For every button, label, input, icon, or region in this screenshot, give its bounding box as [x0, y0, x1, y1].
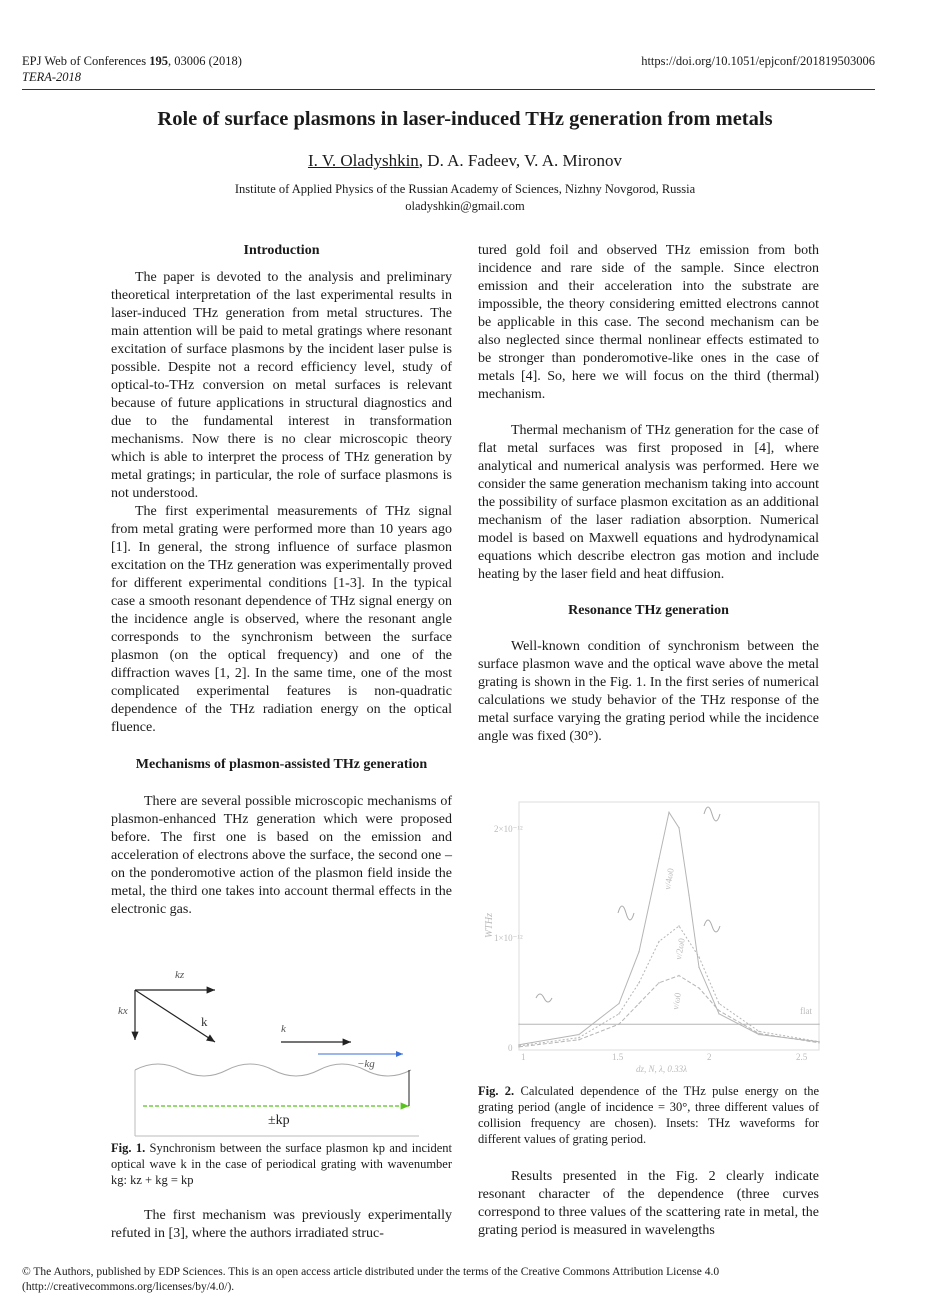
data-point — [658, 858, 660, 860]
figure-1-diagram — [113, 962, 451, 1137]
y-tick-label: 2×10⁻¹² — [494, 824, 523, 834]
x-tick-label: 1.5 — [612, 1052, 624, 1062]
data-point — [578, 1034, 580, 1036]
header-divider — [22, 89, 875, 90]
series-line-2 — [519, 926, 819, 1046]
section-heading-resonance: Resonance THz generation — [568, 603, 729, 618]
flat-label: flat — [800, 1006, 812, 1016]
affiliation-block — [0, 181, 930, 215]
series-line-3 — [519, 976, 819, 1047]
license-url[interactable]: (http://creativecommons.org/licenses/by/4.0/). — [22, 1281, 235, 1293]
conference-name: TERA-2018 — [22, 70, 82, 84]
paragraph: The first mechanism was previously experimentally refuted in [3], where the authors irradiated struc- — [111, 1208, 452, 1241]
paper-title: Role of surface plasmons in laser-induced THz generation from metals — [157, 108, 773, 130]
data-point — [678, 925, 680, 927]
journal-citation: EPJ Web of Conferences 195, 03006 (2018) — [22, 54, 242, 68]
data-point — [678, 975, 680, 977]
data-point — [658, 982, 660, 984]
kz-label: kz — [175, 969, 185, 981]
data-point — [758, 1031, 760, 1033]
figure-2-caption: Fig. 2. Calculated dependence of the THz pulse energy on the grating period (angle of incidence = 30°, three different values of collision frequency are chosen). Insets: THz waveforms for different values of grating period. — [478, 1084, 820, 1146]
paragraph: There are several possible microscopic mechanisms of plasmon-enhanced THz generation which were proposed before. The first one is based on the emission and acceleration of electrons above the surface, the second one – on the ponderomotive action of the plasmon field inside the metal, the third one takes into account thermal effects in the electronic gas. — [111, 794, 452, 917]
plot-frame — [519, 802, 819, 1050]
data-point — [638, 982, 640, 984]
right-column-end — [478, 1168, 819, 1240]
inset-waveform — [618, 906, 634, 920]
curve-label: ν/4ω0 — [662, 867, 676, 891]
data-point — [818, 1023, 820, 1025]
x-axis-label: dz, N, λ, 0.33λ — [636, 1064, 688, 1074]
data-point — [668, 812, 670, 814]
running-header-left — [22, 53, 242, 85]
inset-waveform — [704, 807, 720, 821]
data-point — [698, 956, 700, 958]
data-point — [818, 1042, 820, 1044]
section-heading-mechanisms: Mechanisms of plasmon-assisted THz generation — [135, 757, 428, 772]
y-tick-label: 1×10⁻¹² — [494, 933, 523, 943]
data-point — [658, 941, 660, 943]
data-point — [718, 1013, 720, 1015]
section-heading-introduction: Introduction — [243, 243, 320, 258]
inset-waveform — [536, 994, 552, 1002]
x-tick-label: 2.5 — [796, 1052, 808, 1062]
figure-1-label: Fig. 1. — [111, 1141, 146, 1155]
data-point — [758, 1033, 760, 1035]
inset-waveform — [704, 920, 720, 932]
data-point — [698, 987, 700, 989]
y-tick-label: 0 — [508, 1043, 513, 1053]
data-point — [678, 827, 680, 829]
k2-label: k — [281, 1023, 286, 1035]
paragraph: Well-known condition of synchronism between the surface plasmon wave and the optical wave above the metal grating is shown in the Fig. 1. In the first series of numerical calculations we study behavior of the THz response of the metal surface varying the grating period while the incidence angle was fixed (30°). — [478, 639, 819, 744]
data-point — [638, 1003, 640, 1005]
email[interactable]: oladyshkin@gmail.com — [405, 199, 525, 213]
right-column — [478, 242, 819, 746]
license-text: © The Authors, published by EDP Sciences. This is an open access article distributed under the terms of the Creative Commons Attribution License 4.0 — [22, 1266, 720, 1278]
y-axis-label: WTHz — [484, 912, 495, 938]
license-footer — [22, 1265, 875, 1295]
data-point — [638, 951, 640, 953]
affiliation: Institute of Applied Physics of the Russian Academy of Sciences, Nizhny Novgorod, Russia — [234, 182, 696, 196]
journal-volume: 195 — [149, 54, 168, 68]
data-point — [718, 1003, 720, 1005]
data-point — [578, 1039, 580, 1041]
paragraph: The first experimental measurements of THz signal from metal grating were performed more than 10 years ago [1]. In general, the strong influence of surface plasmon excitation on the THz generation was experimentally proved for different experimental conditions [1-3]. In the typical case a smooth resonant dependence of THz signal energy on the incidence angle is observed, where the resonant angle corresponds to the synchronism between the surface plasmon (on the optical frequency) and one of the diffraction waves [1, 2]. In the same time, one of the most complicated experimental features is non-quadratic dependence of the THz radiation energy on the optical fluence. — [111, 504, 452, 735]
k-label: k — [201, 1014, 208, 1029]
data-point — [518, 1046, 520, 1048]
data-point — [578, 1037, 580, 1039]
data-point — [618, 1013, 620, 1015]
series-line-1 — [519, 812, 819, 1045]
left-column-end — [111, 1207, 452, 1243]
paragraph: Results presented in the Fig. 2 clearly indicate resonant character of the dependence (three curves correspond to three values of the scattering rate in metal, the grating period is measured in wavelengths — [478, 1169, 819, 1238]
paragraph: The paper is devoted to the analysis and preliminary theoretical interpretation of the last experimental results in laser-induced THz generation from metal structures. The main attention will be paid to metal gratings where resonant excitation of surface plasmons by the incident laser pulse is possible. Despite not a record efficiency level, study of optical-to-THz conversion on metal surfaces is relevant because of future applications in structural diagnostics and due to the fundamental interest in transformation mechanisms. Now there is no clear microscopic theory which is able to interpret the process of THz generation by metal gratings; in particular, the role of surface plasmons is not understood. — [111, 270, 452, 501]
data-point — [718, 1010, 720, 1012]
paragraph: Thermal mechanism of THz generation for the case of flat metal surfaces was first proposed in [4], where analytical and numerical analysis was performed. Here we consider the same generation mechanism taking into account the possibility of surface plasmon excitation as an additional mechanism of the laser radiation absorption. Numerical model is based on Maxwell equations and hydrodynamical equations which describe electron gas motion and include heating by the laser field and heat diffusion. — [478, 423, 819, 582]
doi-link[interactable]: https://doi.org/10.1051/epjconf/201819503006 — [641, 54, 875, 68]
curve-label: ν/2ω0 — [673, 937, 687, 961]
x-tick-label: 2 — [707, 1052, 712, 1062]
data-point — [618, 1003, 620, 1005]
kx-label: kx — [118, 1005, 128, 1017]
curve-label: ν/ω0 — [670, 991, 683, 1011]
left-column — [111, 242, 452, 919]
figure-2-chart — [478, 798, 823, 1078]
figure-2-label: Fig. 2. — [478, 1084, 515, 1098]
paragraph: tured gold foil and observed THz emission from both incidence and rare side of the sample. Since electron emission and their acceleration into the substrate are impossible, the theory considering emitted electrons cannot be applicable in this case. The second mechanism can be also neglected since thermal nonlinear effects estimated to be stronger than ponderomotive-like ones in the case of metals [4]. So, here we will focus on the third (thermal) mechanism. — [478, 243, 819, 402]
kg-label: −kg — [357, 1058, 375, 1070]
data-point — [688, 894, 690, 896]
corresponding-author: I. V. Oladyshkin — [307, 151, 419, 170]
author-list: I. V. Oladyshkin, D. A. Fadeev, V. A. Mironov — [307, 151, 623, 170]
figure-1-caption: Fig. 1. Synchronism between the surface plasmon kp and incident optical wave k in the case of periodical grating with wavenumber kg: kz + kg = kp — [111, 1141, 452, 1187]
data-point — [518, 1023, 520, 1025]
x-tick-label: 1 — [521, 1052, 526, 1062]
kp-label: ±kp — [268, 1113, 290, 1128]
data-point — [698, 967, 700, 969]
